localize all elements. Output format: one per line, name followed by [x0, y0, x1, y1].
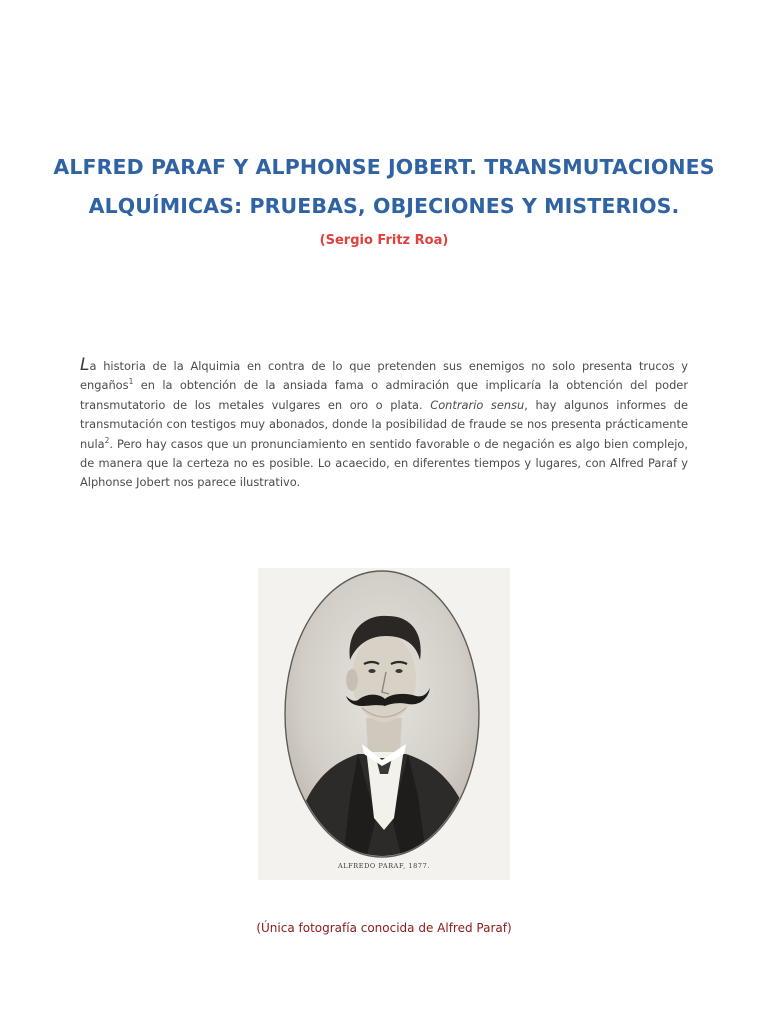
portrait-illustration — [258, 568, 510, 880]
paragraph-part-2: en la obtención de la ansiada fama o admiración que implicaría la obtención del poder transmutatorio de los metales vulgares en oro o plata. — [80, 378, 688, 412]
footnote-ref-1[interactable]: 1 — [128, 377, 134, 387]
paragraph-part-3: , hay algunos informes de transmutación con testigos muy abonados, donde la posibilidad de fraude se nos presenta prácticamente nula — [80, 397, 688, 451]
author-name: (Sergio Fritz Roa) — [319, 233, 449, 248]
paragraph-part-1: a historia de la Alquimia en contra de lo que pretenden sus enemigos no solo presenta trucos y engaños — [80, 359, 688, 393]
title-line-1: ALFRED PARAF Y ALPHONSE JOBERT. TRANSMUTACIONES — [53, 155, 715, 179]
photo-caption: (Única fotografía conocida de Alfred Paraf) — [256, 921, 512, 935]
drop-letter: L — [80, 355, 90, 375]
document-title — [40, 148, 728, 226]
photo-printed-caption: ALFREDO PARAF, 1877. — [337, 862, 431, 870]
italic-phrase: Contrario sensu — [430, 397, 525, 412]
portrait-photo — [258, 568, 510, 880]
intro-paragraph — [80, 356, 688, 493]
title-line-2: ALQUÍMICAS: PRUEBAS, OBJECIONES Y MISTERIOS. — [88, 194, 680, 218]
paragraph-part-4: . Pero hay casos que un pronunciamiento en sentido favorable o de negación es algo bien complejo, de manera que la certeza no es posible. Lo acaecido, en diferentes tiempos y lugares, con Alfred Paraf y Alphonse Jobert nos parece ilustrativo. — [80, 436, 688, 490]
footnote-ref-2[interactable]: 2 — [104, 435, 110, 445]
